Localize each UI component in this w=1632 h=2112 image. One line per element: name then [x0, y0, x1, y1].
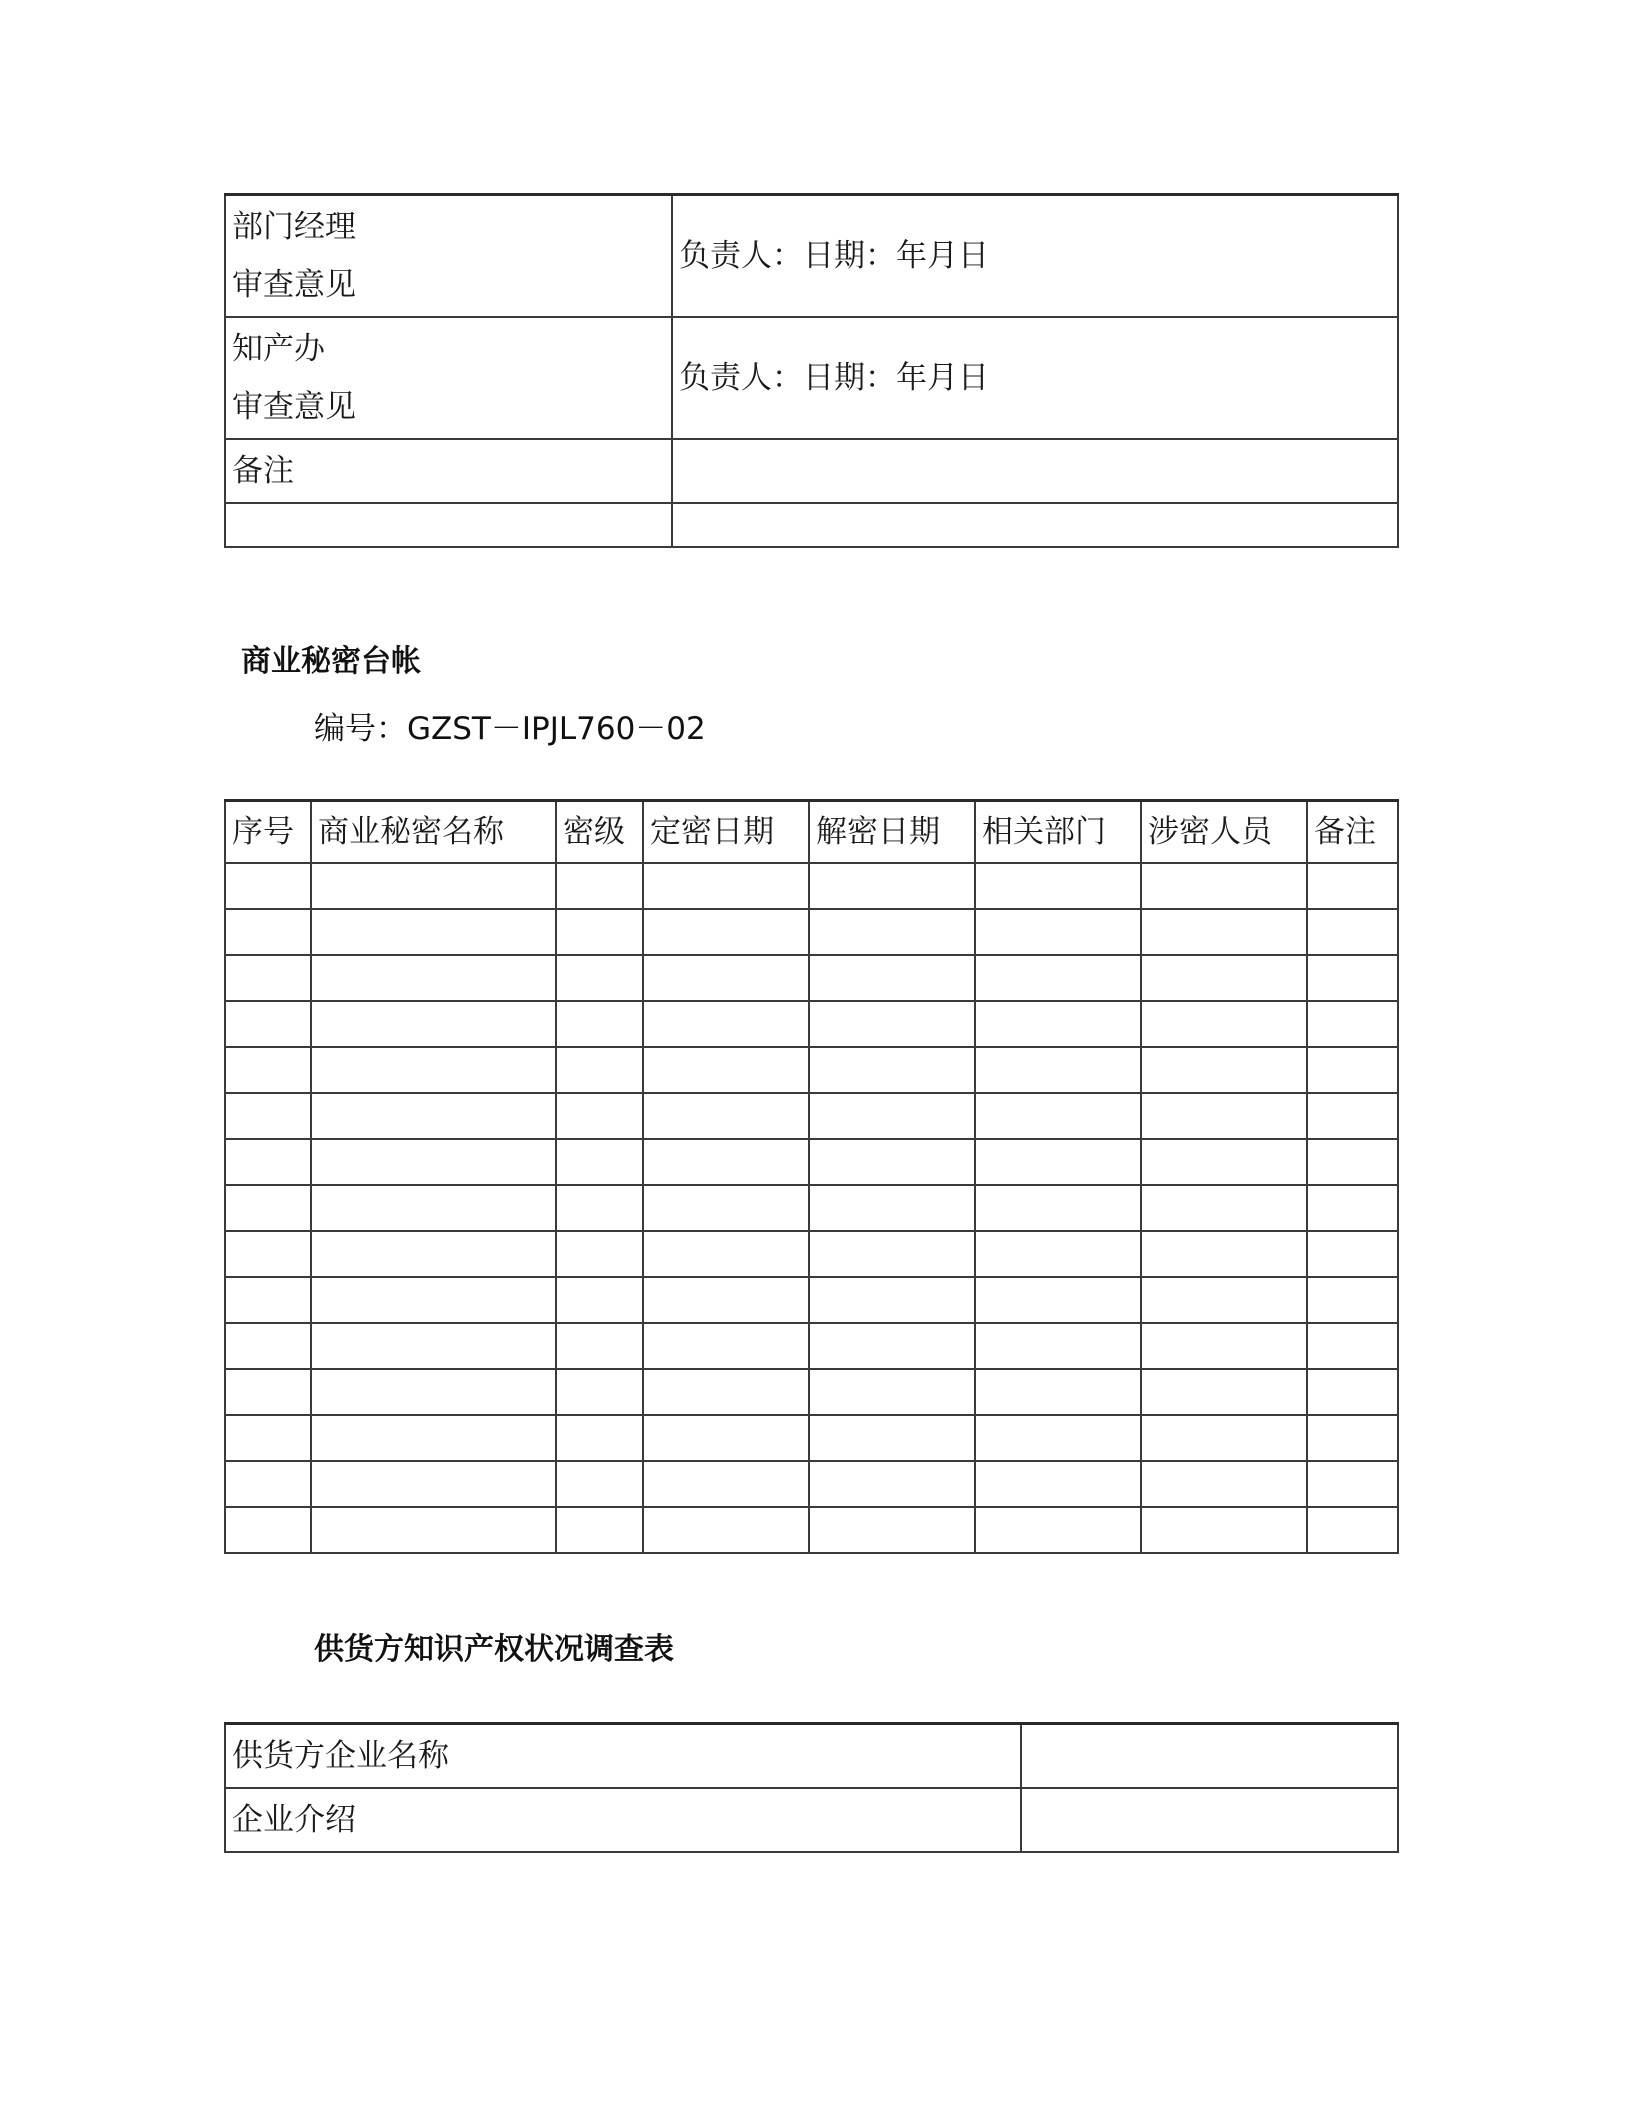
ledger-cell[interactable] — [1307, 1277, 1398, 1323]
ledger-cell[interactable] — [809, 955, 975, 1001]
ledger-cell[interactable] — [643, 1231, 809, 1277]
ledger-cell[interactable] — [556, 1507, 643, 1553]
ledger-cell[interactable] — [225, 1415, 311, 1461]
ledger-cell[interactable] — [556, 1185, 643, 1231]
approval-label-cell — [225, 317, 672, 439]
ledger-cell[interactable] — [1307, 1139, 1398, 1185]
ledger-cell[interactable] — [311, 1185, 556, 1231]
ledger-cell[interactable] — [1307, 909, 1398, 955]
ledger-cell[interactable] — [556, 1323, 643, 1369]
ledger-row — [225, 909, 1398, 955]
ledger-cell[interactable] — [311, 1461, 556, 1507]
ledger-cell[interactable] — [975, 909, 1141, 955]
approval-label-line: 审查意见 — [232, 267, 356, 303]
ledger-cell[interactable] — [1307, 1507, 1398, 1553]
ledger-cell[interactable] — [809, 1231, 975, 1277]
ledger-cell[interactable] — [311, 1507, 556, 1553]
ledger-cell[interactable] — [975, 1369, 1141, 1415]
ledger-row — [225, 863, 1398, 909]
ledger-cell[interactable] — [1141, 955, 1307, 1001]
ledger-row — [225, 955, 1398, 1001]
ledger-cell[interactable] — [556, 909, 643, 955]
ledger-row — [225, 1231, 1398, 1277]
ledger-cell[interactable] — [809, 1139, 975, 1185]
ledger-cell[interactable] — [975, 863, 1141, 909]
ledger-cell[interactable] — [556, 1415, 643, 1461]
ledger-cell[interactable] — [975, 1415, 1141, 1461]
ledger-row — [225, 1139, 1398, 1185]
ledger-row — [225, 1047, 1398, 1093]
supplier-title: 供货方知识产权状况调查表 — [314, 1632, 674, 1667]
ledger-cell[interactable] — [556, 1369, 643, 1415]
ledger-cell[interactable] — [643, 1507, 809, 1553]
ledger-cell[interactable] — [225, 1507, 311, 1553]
col-header-secret-name: 商业秘密名称 — [311, 801, 556, 864]
col-header-department: 相关部门 — [975, 801, 1141, 864]
ledger-cell[interactable] — [643, 1139, 809, 1185]
ledger-cell[interactable] — [1141, 909, 1307, 955]
ledger-cell[interactable] — [975, 1507, 1141, 1553]
col-header-personnel: 涉密人员 — [1141, 801, 1307, 864]
ledger-cell[interactable] — [311, 1323, 556, 1369]
ledger-cell[interactable] — [1141, 1001, 1307, 1047]
ledger-cell[interactable] — [1141, 1277, 1307, 1323]
ledger-cell[interactable] — [556, 1461, 643, 1507]
ledger-cell[interactable] — [225, 1369, 311, 1415]
approval-row-remarks — [225, 439, 1398, 503]
ledger-cell[interactable] — [809, 1093, 975, 1139]
ledger-cell[interactable] — [1141, 1231, 1307, 1277]
approval-label-cell: 备注 — [225, 439, 672, 503]
ledger-cell[interactable] — [643, 1323, 809, 1369]
ledger-cell[interactable] — [556, 863, 643, 909]
ledger-cell[interactable] — [643, 1369, 809, 1415]
approval-value-cell[interactable]: 负责人：日期：年月日 — [672, 195, 1398, 318]
approval-label-line: 部门经理 — [232, 209, 356, 245]
ledger-cell[interactable] — [643, 1001, 809, 1047]
ledger-row — [225, 1185, 1398, 1231]
ledger-cell[interactable] — [809, 1369, 975, 1415]
ledger-cell[interactable] — [1141, 1139, 1307, 1185]
approval-value-cell[interactable] — [672, 503, 1398, 547]
ledger-cell[interactable] — [225, 1139, 311, 1185]
approval-table — [224, 193, 1399, 548]
ledger-cell[interactable] — [1307, 1369, 1398, 1415]
ledger-cell[interactable] — [1141, 1461, 1307, 1507]
ledger-cell[interactable] — [975, 1185, 1141, 1231]
ledger-cell[interactable] — [1307, 1001, 1398, 1047]
ledger-cell[interactable] — [643, 1461, 809, 1507]
ledger-cell[interactable] — [225, 1185, 311, 1231]
supplier-row-company-name — [225, 1724, 1398, 1789]
ledger-cell[interactable] — [556, 955, 643, 1001]
ledger-cell[interactable] — [225, 1231, 311, 1277]
ledger-cell[interactable] — [1141, 1507, 1307, 1553]
ledger-cell[interactable] — [311, 863, 556, 909]
ledger-cell[interactable] — [556, 1231, 643, 1277]
ledger-row — [225, 1323, 1398, 1369]
ledger-cell[interactable] — [556, 1047, 643, 1093]
supplier-value-cell[interactable] — [1021, 1788, 1398, 1852]
approval-label-line: 知产办 — [232, 331, 325, 367]
approval-label-line: 审查意见 — [232, 389, 356, 425]
ledger-cell[interactable] — [809, 1001, 975, 1047]
approval-value-cell[interactable] — [672, 439, 1398, 503]
ledger-cell[interactable] — [556, 1277, 643, 1323]
ledger-cell[interactable] — [556, 1093, 643, 1139]
ledger-cell[interactable] — [311, 1139, 556, 1185]
ledger-cell[interactable] — [809, 909, 975, 955]
approval-label-cell — [225, 195, 672, 318]
ledger-header-row — [225, 801, 1398, 864]
ledger-cell[interactable] — [225, 1093, 311, 1139]
ledger-cell[interactable] — [809, 1047, 975, 1093]
ledger-cell[interactable] — [975, 1047, 1141, 1093]
ledger-cell[interactable] — [643, 1277, 809, 1323]
ledger-cell[interactable] — [1141, 1047, 1307, 1093]
ledger-cell[interactable] — [643, 1185, 809, 1231]
ledger-cell[interactable] — [643, 909, 809, 955]
ledger-table — [224, 799, 1399, 1554]
ledger-cell[interactable] — [225, 909, 311, 955]
ledger-cell[interactable] — [311, 1047, 556, 1093]
approval-row-dept-manager — [225, 195, 1398, 318]
col-header-classified-date: 定密日期 — [643, 801, 809, 864]
ledger-cell[interactable] — [643, 1415, 809, 1461]
ledger-cell[interactable] — [225, 1323, 311, 1369]
ledger-row — [225, 1093, 1398, 1139]
ledger-cell[interactable] — [1307, 1323, 1398, 1369]
ledger-cell[interactable] — [1307, 863, 1398, 909]
ledger-cell[interactable] — [975, 1001, 1141, 1047]
ledger-cell[interactable] — [975, 1139, 1141, 1185]
ledger-cell[interactable] — [225, 1461, 311, 1507]
approval-row-empty — [225, 503, 1398, 547]
approval-value-cell[interactable]: 负责人：日期：年月日 — [672, 317, 1398, 439]
ledger-cell[interactable] — [556, 1139, 643, 1185]
ledger-cell[interactable] — [225, 955, 311, 1001]
ledger-cell[interactable] — [1141, 863, 1307, 909]
ledger-cell[interactable] — [1141, 1323, 1307, 1369]
supplier-table — [224, 1722, 1399, 1853]
ledger-cell[interactable] — [556, 1001, 643, 1047]
ledger-cell[interactable] — [1141, 1415, 1307, 1461]
col-header-declassified-date: 解密日期 — [809, 801, 975, 864]
ledger-cell[interactable] — [643, 1093, 809, 1139]
ledger-cell[interactable] — [809, 1277, 975, 1323]
ledger-cell[interactable] — [809, 1323, 975, 1369]
ledger-cell[interactable] — [809, 1415, 975, 1461]
ledger-cell[interactable] — [975, 955, 1141, 1001]
ledger-row — [225, 1415, 1398, 1461]
ledger-cell[interactable] — [809, 1185, 975, 1231]
ledger-cell[interactable] — [225, 863, 311, 909]
ledger-row — [225, 1001, 1398, 1047]
supplier-label-cell: 企业介绍 — [225, 1788, 1021, 1852]
ledger-cell[interactable] — [1307, 1093, 1398, 1139]
ledger-cell[interactable] — [311, 1277, 556, 1323]
ledger-cell[interactable] — [311, 1415, 556, 1461]
supplier-value-cell[interactable] — [1021, 1724, 1398, 1789]
ledger-cell[interactable] — [1141, 1369, 1307, 1415]
ledger-cell[interactable] — [975, 1093, 1141, 1139]
ledger-cell[interactable] — [311, 909, 556, 955]
approval-label-cell — [225, 503, 672, 547]
ledger-cell[interactable] — [809, 1461, 975, 1507]
ledger-cell[interactable] — [809, 1507, 975, 1553]
ledger-row — [225, 1369, 1398, 1415]
ledger-cell[interactable] — [643, 1047, 809, 1093]
ledger-cell[interactable] — [1307, 1047, 1398, 1093]
ledger-cell[interactable] — [1307, 1461, 1398, 1507]
ledger-cell[interactable] — [311, 1093, 556, 1139]
supplier-row-company-intro — [225, 1788, 1398, 1852]
ledger-cell[interactable] — [1141, 1093, 1307, 1139]
col-header-classification: 密级 — [556, 801, 643, 864]
approval-row-ip-office — [225, 317, 1398, 439]
ledger-cell[interactable] — [311, 1231, 556, 1277]
ledger-cell[interactable] — [975, 1461, 1141, 1507]
ledger-body — [225, 801, 1398, 1554]
ledger-cell[interactable] — [311, 955, 556, 1001]
ledger-cell[interactable] — [643, 863, 809, 909]
ledger-cell[interactable] — [809, 863, 975, 909]
ledger-row — [225, 1461, 1398, 1507]
ledger-cell[interactable] — [1307, 955, 1398, 1001]
ledger-row — [225, 1277, 1398, 1323]
ledger-row — [225, 1507, 1398, 1553]
supplier-label-cell: 供货方企业名称 — [225, 1724, 1021, 1789]
ledger-cell[interactable] — [1307, 1185, 1398, 1231]
ledger-cell[interactable] — [311, 1001, 556, 1047]
ledger-cell[interactable] — [311, 1369, 556, 1415]
ledger-cell[interactable] — [225, 1047, 311, 1093]
ledger-cell[interactable] — [225, 1277, 311, 1323]
ledger-cell[interactable] — [975, 1277, 1141, 1323]
ledger-cell[interactable] — [1141, 1185, 1307, 1231]
ledger-cell[interactable] — [975, 1231, 1141, 1277]
ledger-cell[interactable] — [643, 955, 809, 1001]
ledger-code: 编号：GZST－IPJL760－02 — [314, 711, 706, 747]
ledger-cell[interactable] — [1307, 1415, 1398, 1461]
ledger-title: 商业秘密台帐 — [241, 644, 421, 679]
ledger-cell[interactable] — [975, 1323, 1141, 1369]
ledger-cell[interactable] — [1307, 1231, 1398, 1277]
col-header-index: 序号 — [225, 801, 311, 864]
col-header-remarks: 备注 — [1307, 801, 1398, 864]
ledger-cell[interactable] — [225, 1001, 311, 1047]
